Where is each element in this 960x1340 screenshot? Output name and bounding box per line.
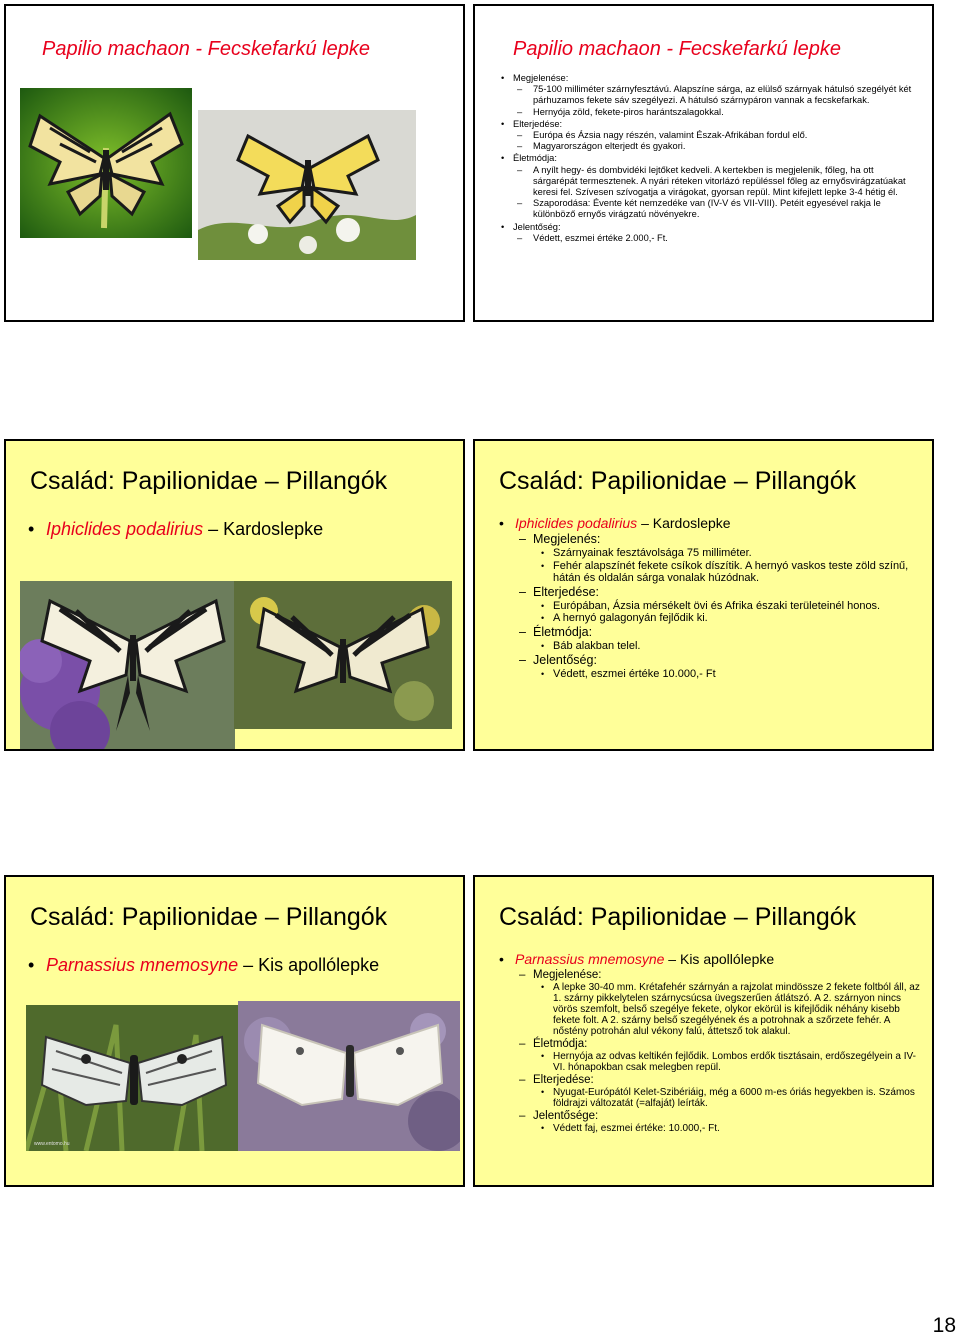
section-item: • A lepke 30-40 mm. Krétafehér szárnyán a rajzolat mindössze 2 fekete foltból áll, az 1. szárny pikkelytelen szárnycsúcsa üvegszerűen átlátszó. A 2. szárnyon nincs vörös szemfolt, belső szegélye fekete, olykor ekörül is kifejlődik néhány kisebb fekete folt. A 2. szárny belső szegélyének és a potrohnak a szőrzete fehér. A nőstény potrohán alul vékony falú, áttetsző tok alakul. — [495, 982, 922, 1037]
section-heading: • Megjelenése: — [499, 73, 918, 84]
species-separator: – — [238, 955, 259, 975]
scarce-swallowtail-photo-2 — [234, 581, 452, 729]
species-name — [495, 951, 922, 968]
bullet: • — [28, 519, 35, 539]
clouded-apollo-photo-2 — [238, 1001, 460, 1151]
section-heading: – Megjelenés: — [495, 532, 922, 547]
section-item: • Fehér alapszínét fekete csíkok díszítik. A hernyó vaskos teste zöld színű, hátán és oldalán sárga vonalak húzódnak. — [495, 560, 922, 585]
scarce-swallowtail-photo-1 — [20, 581, 235, 751]
slide-6 — [473, 875, 934, 1187]
section-heading: – Jelentőség: — [495, 653, 922, 668]
species-common: Kis apollólepke — [679, 951, 775, 967]
swallowtail-photo-1 — [20, 88, 192, 238]
section-item: – Szaporodása: Évente két nemzedéke van (IV-V és VII-VIII). Petéit egyesével rakja le különböző ernyős virágzatú növényekre. — [499, 198, 918, 220]
section-heading: – Életmódja: — [495, 625, 922, 640]
photo-caption: www.entomo.hu — [34, 1141, 70, 1147]
section-item: – Védett, eszmei értéke 2.000,- Ft. — [499, 233, 918, 244]
species-scientific: Iphiclides podalirius — [515, 515, 638, 531]
slide-4-text — [495, 515, 922, 680]
section-item: • Hernyója az odvas keltikén fejlődik. Lombos erdők tisztásain, erdőszegélyein a IV-VI. hónapokban csak melegben repül. — [495, 1051, 922, 1073]
species-separator: – — [203, 519, 224, 539]
section-heading: • Életmódja: — [499, 153, 918, 164]
species-name — [495, 515, 922, 532]
slide-3 — [4, 439, 465, 751]
slide-4 — [473, 439, 934, 751]
slide-title: Család: Papilionidae – Pillangók — [499, 903, 857, 931]
section-heading: – Elterjedése: — [495, 1073, 922, 1087]
species-common: Kardoslepke — [223, 519, 324, 539]
section-item: • Szárnyainak fesztávolsága 75 milliméter. — [495, 547, 922, 560]
section-item: • Védett, eszmei értéke 10.000,- Ft — [495, 668, 922, 681]
section-heading: – Életmódja: — [495, 1037, 922, 1051]
section-item: – 75-100 milliméter szárnyfesztávú. Alapszíne sárga, az elülső szárnyak hátulsó szegélyét két párhuzamos fekete sáv szegélyezi. A hátulsó szárnypáron vannak a fecskefarkak. — [499, 84, 918, 106]
section-item: • Védett faj, eszmei értéke: 10.000,- Ft. — [495, 1123, 922, 1134]
section-heading: – Megjelenése: — [495, 968, 922, 982]
section-heading: – Elterjedése: — [495, 585, 922, 600]
swallowtail-photo-2 — [198, 110, 416, 260]
species-scientific: Parnassius mnemosyne — [46, 955, 239, 975]
species-name — [28, 955, 379, 976]
section-item: – Európa és Ázsia nagy részén, valamint Észak-Afrikában fordul elő. — [499, 130, 918, 141]
species-scientific: Iphiclides podalirius — [46, 519, 204, 539]
clouded-apollo-photo-1 — [26, 1005, 238, 1151]
species-name — [28, 519, 323, 540]
slide-title: Papilio machaon - Fecskefarkú lepke — [513, 38, 841, 60]
section-item: • Nyugat-Európától Kelet-Szibériáig, még a 6000 m-es óriás hegyekben is. Számos földrajzi változatát (=alfaját) leírták. — [495, 1087, 922, 1109]
slide-2-text — [499, 72, 918, 244]
species-separator: – — [637, 515, 653, 531]
slide-2 — [473, 4, 934, 322]
slide-1 — [4, 4, 465, 322]
section-item: – Magyarországon elterjedt és gyakori. — [499, 141, 918, 152]
slide-title: Család: Papilionidae – Pillangók — [499, 467, 857, 495]
section-heading: • Jelentőség: — [499, 222, 918, 233]
section-heading: – Jelentősége: — [495, 1109, 922, 1123]
slide-title: Család: Papilionidae – Pillangók — [30, 467, 388, 495]
section-item: • Európában, Ázsia mérsékelt övi és Afrika északi területeinél honos. — [495, 600, 922, 613]
slide-title: Papilio machaon - Fecskefarkú lepke — [42, 38, 370, 60]
section-item: • A hernyó galagonyán fejlődik ki. — [495, 612, 922, 625]
slide-title: Család: Papilionidae – Pillangók — [30, 903, 388, 931]
slide-6-text — [495, 951, 922, 1134]
species-common: Kis apollólepke — [258, 955, 380, 975]
section-heading: • Elterjedése: — [499, 119, 918, 130]
species-scientific: Parnassius mnemosyne — [515, 951, 665, 967]
species-common: Kardoslepke — [652, 515, 731, 531]
page-number: 18 — [932, 1314, 956, 1337]
section-item: – A nyílt hegy- és dombvidéki lejtőket kedveli. A kertekben is megjelenik, főleg, ha ott sárgarépát termesztenek. A nyári réteken vitorlázó repüléssel főleg az ernyősvirágzatúakat keresi fel. Szívesen szívogatja a virágokat, gyorsan repül. Mint kifejlett lepke 3-4 hétig él. — [499, 165, 918, 199]
slide-5 — [4, 875, 465, 1187]
bullet: • — [28, 955, 35, 975]
section-item: • Báb alakban telel. — [495, 640, 922, 653]
species-separator: – — [664, 951, 680, 967]
section-item: – Hernyója zöld, fekete-piros harántszalagokkal. — [499, 107, 918, 118]
